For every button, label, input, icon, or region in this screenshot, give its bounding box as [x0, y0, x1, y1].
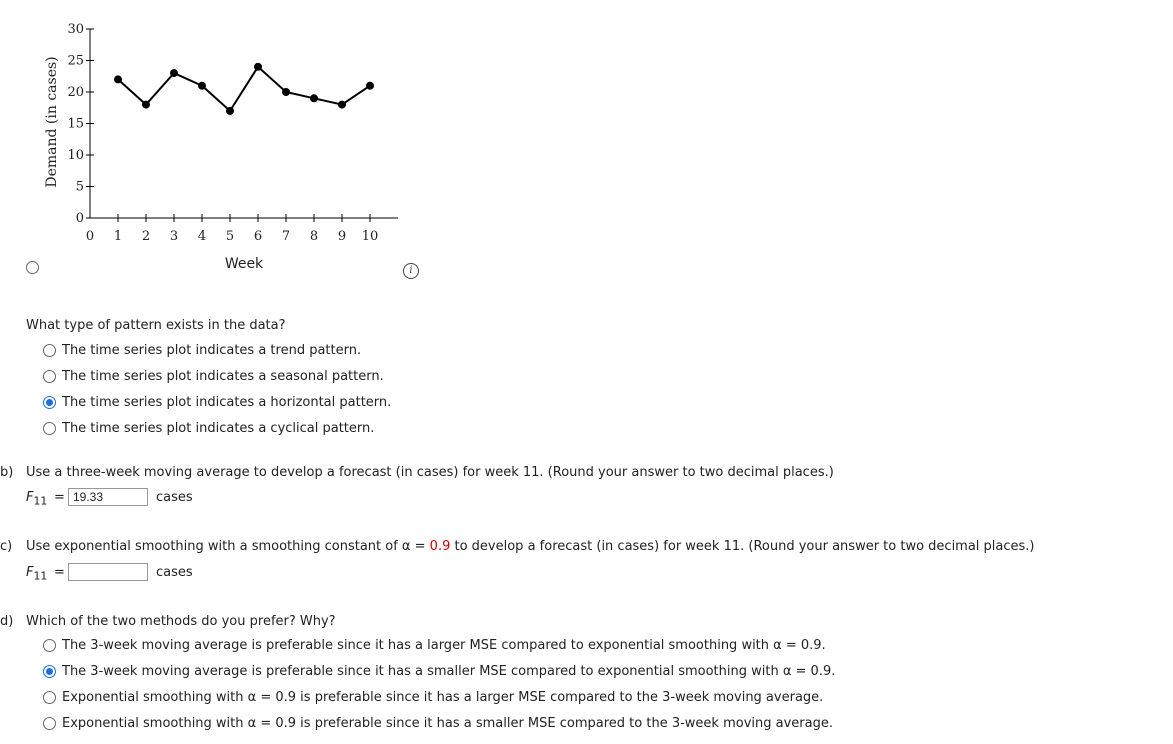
chart-option-radio[interactable]: [26, 261, 39, 274]
x-tick-label: 10: [361, 229, 379, 244]
demand-data-point: [254, 63, 262, 71]
part-b-var-letter: F: [26, 490, 34, 505]
part-a-question: What type of pattern exists in the data?: [26, 318, 286, 333]
part-d-option-label[interactable]: Exponential smoothing with α = 0.9 is preferable since it has a smaller MSE compared to the 3-week moving average.: [62, 716, 833, 731]
demand-data-point: [142, 101, 150, 109]
part-d-option-label[interactable]: The 3-week moving average is preferable since it has a larger MSE compared to exponential smoothing with α = 0.9.: [62, 638, 826, 653]
info-icon[interactable]: i: [403, 263, 419, 279]
part-c-var-sub: 11: [33, 569, 48, 583]
y-tick-label: 20: [67, 85, 84, 100]
part-c-question-post: to develop a forecast (in cases) for week 11. (Round your answer to two decimal places.): [450, 539, 1035, 554]
x-tick-label: 1: [113, 229, 123, 244]
part-c-alpha: 0.9: [429, 539, 451, 554]
part-d-option-label[interactable]: The 3-week moving average is preferable since it has a smaller MSE compared to exponential smoothing with α = 0.9.: [62, 664, 836, 679]
demand-series-line: [118, 67, 370, 111]
part-a-option-label[interactable]: The time series plot indicates a trend pattern.: [62, 343, 362, 358]
x-tick-label: 2: [141, 229, 151, 244]
demand-data-point: [282, 88, 290, 96]
y-tick-label: 25: [67, 53, 84, 69]
part-a-option-radio[interactable]: [43, 422, 56, 435]
demand-time-series-chart: [0, 0, 420, 280]
y-tick-label: 5: [75, 179, 84, 195]
y-tick-label: 30: [67, 22, 84, 37]
part-a-option-radio[interactable]: [43, 370, 56, 383]
part-a-option-label[interactable]: The time series plot indicates a seasonal pattern.: [62, 369, 384, 384]
part-b-letter: b): [0, 465, 14, 480]
part-a-option-radio[interactable]: [43, 396, 56, 409]
part-d-option-radio[interactable]: [43, 639, 56, 652]
part-b-equals: =: [54, 490, 65, 505]
part-a-option-label[interactable]: The time series plot indicates a horizontal pattern.: [62, 395, 392, 410]
demand-data-point: [198, 82, 206, 90]
part-c-var-letter: F: [26, 565, 34, 580]
part-c-variable: [26, 565, 47, 583]
part-c-letter: c): [0, 539, 13, 554]
part-b-variable: [26, 490, 47, 508]
x-tick-label: 5: [225, 229, 235, 244]
demand-data-point: [366, 82, 374, 90]
x-tick-label: 9: [337, 229, 347, 244]
x-axis-label: Week: [224, 256, 264, 272]
y-tick-label: 15: [67, 116, 84, 132]
part-d-question: Which of the two methods do you prefer? Why?: [26, 614, 336, 629]
part-c-question-pre: Use exponential smoothing with a smoothing constant of α =: [26, 539, 430, 554]
demand-data-point: [310, 94, 318, 102]
demand-data-point: [114, 75, 122, 83]
part-d-letter: d): [0, 614, 14, 629]
part-d-option-radio[interactable]: [43, 691, 56, 704]
part-d-option-label[interactable]: Exponential smoothing with α = 0.9 is preferable since it has a larger MSE compared to the 3-week moving average.: [62, 690, 824, 705]
x-tick-label: 4: [197, 229, 207, 244]
part-b-question: Use a three-week moving average to develop a forecast (in cases) for week 11. (Round your answer to two decimal places.): [26, 465, 834, 480]
part-a-option-label[interactable]: The time series plot indicates a cyclical pattern.: [62, 421, 375, 436]
x-tick-label: 0: [85, 229, 95, 244]
part-c-equals: =: [54, 565, 65, 580]
part-b-var-sub: 11: [33, 494, 48, 508]
y-axis-label: Demand (in cases): [44, 56, 60, 188]
x-tick-label: 6: [253, 229, 263, 244]
part-a-option-radio[interactable]: [43, 344, 56, 357]
x-tick-label: 8: [309, 229, 319, 244]
part-c-unit: cases: [156, 565, 193, 580]
demand-data-point: [170, 69, 178, 77]
part-d-option-radio[interactable]: [43, 665, 56, 678]
part-b-unit: cases: [156, 490, 193, 505]
demand-data-point: [338, 101, 346, 109]
part-c-question: [26, 539, 1035, 554]
part-c-answer-input[interactable]: [68, 563, 148, 581]
y-tick-label: 0: [75, 211, 84, 226]
part-b-answer-input[interactable]: [68, 488, 148, 506]
x-tick-label: 7: [281, 229, 291, 244]
part-d-option-radio[interactable]: [43, 717, 56, 730]
y-tick-label: 10: [67, 148, 84, 163]
x-tick-label: 3: [169, 229, 179, 244]
demand-data-point: [226, 107, 234, 115]
